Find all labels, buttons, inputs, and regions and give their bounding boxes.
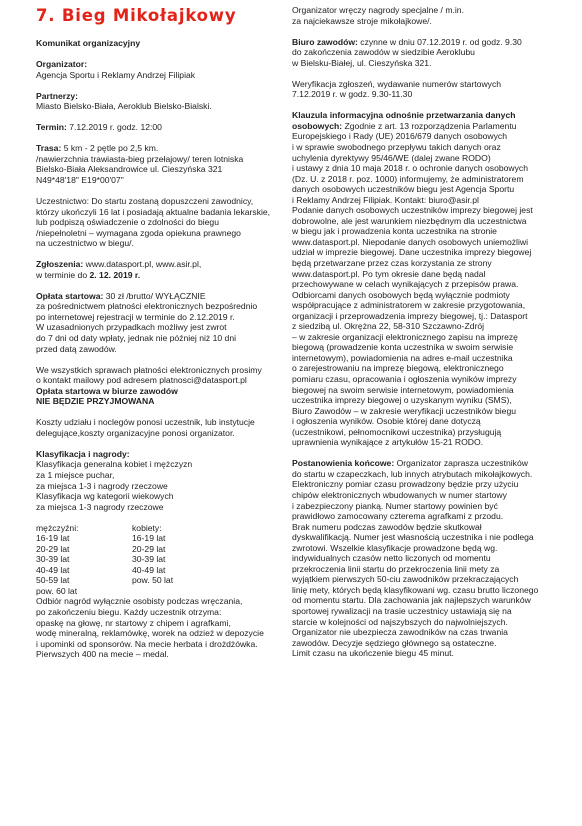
text-line: i Reklamy Andrzej Filipiak. Kontakt: biuro@asir.pl bbox=[292, 194, 479, 205]
text-line: o zarejestrowaniu na imprezę biegową, elektronicznego bbox=[292, 363, 504, 374]
text-line: w biegu jak i prowadzenia konta uczestnika na stronie bbox=[292, 226, 497, 237]
age-cell: 20-29 lat bbox=[132, 543, 166, 554]
text-line: chipów elektronicznych wbudowanych w numer startowy bbox=[292, 489, 507, 500]
postanowienia-section: Postanowienia końcowe: Organizator zaprasza uczestników do startu w czapeczkach, lub innych atrybutach mikołajkowych. Elektroniczny pomiar czasu prowadzony będzie przy użyciu chipów elektronicznych wbudowanych w numer startowy i zabezpieczony pianką. Numer startowy powinien być prawidłowo zamocowany czterema agrafkami z przodu. Brak numeru podczas zawodów będzie skutkował dyskwalifikacją. Numer jest własnością uczestnika i nie podlega zwrotowi. Wszelkie klasyfikacje prowadzone będą wg. indywidualnych czasów netto liczonych od momentu przekroczenia linii startu do przekroczenia linii mety za wyjątkiem pierwszych 50-ciu zawodników przekraczających linię mety, których będą klasyfikowani wg. czasu brutto liczonego od momentu startu. Dla zachowania jak najlepszych warunków sportowej rywalizacji na trasie uczestnicy ustawiają się na starcie w kolejności od najszybszych do najwolniejszych. Organizator nie ubezpiecza zawodników na czas trwania zawodów. Decyzje sędziego głównego są ostateczne. Limit czasu na ukończenie biegu 45 minut. bbox=[292, 458, 554, 658]
text-line: współpracujące z administratorem w zakresie przygotowania, bbox=[292, 300, 526, 311]
oplata-label: Opłata startowa: bbox=[36, 290, 104, 301]
text-line: www.datasport.pl. Niepodanie danych osobowych uniemożliwi bbox=[292, 236, 528, 247]
text-line: udział w imprezie biegowej. Dane uczestnika imprezy biegowej bbox=[292, 247, 532, 258]
partnerzy-section bbox=[36, 91, 298, 112]
koszty-section: Koszty udziału i noclegów ponosi uczestnik, lub instytucje delegujące,koszty organizacyjne ponosi organizator. bbox=[36, 417, 255, 438]
organizator-label: Organizator: bbox=[36, 59, 88, 70]
weryfikacja-section: Weryfikacja zgłoszeń, wydawanie numerów startowych 7.12.2019 r. w godz. 9.30-11.30 bbox=[292, 78, 502, 100]
text-line: i w sprawie swobodnego przepływu takich danych oraz bbox=[292, 141, 501, 152]
text-line: zawodów. Decyzje sędziego głównego są ostateczne. bbox=[292, 637, 497, 648]
text-line: przekroczenia linii startu do przekroczenia linii mety za bbox=[292, 563, 500, 574]
text-line: i zabezpieczony pianką. Numer startowy powinien być bbox=[292, 500, 498, 511]
text-line: biegową (prowadzenie konta uczestnika w swoim serwisie bbox=[292, 342, 514, 353]
text-line: będą przetwarzane przez czas korzystania ze strony bbox=[292, 257, 492, 268]
women-header: kobiety: bbox=[132, 522, 162, 533]
text-line: i ogłoszenia wyników. Osobie której dane dotyczą bbox=[292, 416, 481, 427]
right-column bbox=[292, 5, 554, 669]
biuro-section: Biuro zawodów: czynne w dniu 07.12.2019 r. od godz. 9.30 do zakończenia zawodów w siedzibie Aeroklubu w Bielsku-Białej, ul. Cieszyńska 321. bbox=[292, 36, 522, 68]
specjalne-section: Organizator wręczy nagrody specjalne / m.in. za najciekawsze stroje mikołajkowe/. bbox=[292, 5, 464, 26]
text-line: zwrotowi. Wszelkie klasyfikacje prowadzone będą wg. bbox=[292, 542, 498, 553]
partnerzy-value: Miasto Bielsko-Biała, Aeroklub Bielsko-Bialski. bbox=[36, 101, 212, 112]
age-cell: pow. 50 lat bbox=[132, 575, 174, 586]
age-cell: 40-49 lat bbox=[36, 564, 70, 575]
text-line: Biuro Zawodów – w zakresie weryfikacji uczestników biegu bbox=[292, 405, 517, 416]
text-line: dobrowolne, ale jest warunkiem niezbędnym dla uczestnictwa bbox=[292, 215, 527, 226]
termin-value: 7.12.2019 r. godz. 12:00 bbox=[66, 122, 162, 133]
zgloszenia-label: Zgłoszenia: bbox=[36, 259, 84, 270]
nie-bedzie: NIE BĘDZIE PRZYJMOWANA bbox=[36, 396, 155, 407]
oplata-section: Opłata startowa: 30 zł /brutto/ WYŁĄCZNIE za pośrednictwem płatności elektronicznych bezpośrednio po internetowej rejestracji w terminie do 2.12.2019 r. W uzasadnionych przypadkach możliwy jest zwrot do 7 dni od daty wpłaty, jednak nie później niż 10 dni przed datą zawodów. bbox=[36, 290, 258, 354]
age-cell: 40-49 lat bbox=[132, 564, 166, 575]
text-line: Organizator nie ubezpiecza zawodników na czas trwania bbox=[292, 627, 508, 638]
age-cell: 50-59 lat bbox=[36, 575, 70, 586]
text-line: dyskwalifikacją. Numer jest własnością uczestnika i nie podlega bbox=[292, 532, 534, 543]
age-cell: pow. 60 lat bbox=[36, 585, 78, 596]
text-line: Brak numeru podczas zawodów będzie skutkował bbox=[292, 521, 482, 532]
text-line: pomiaru czasu, opracowania i ogłoszenia wyników imprezy bbox=[292, 374, 517, 384]
text-line: przechowywane w celach wynikających z przepisów prawa. bbox=[292, 279, 519, 290]
text-line: Odbiorcami danych osobowych będą wyłącznie podmioty bbox=[292, 289, 510, 300]
sprawy-section: We wszystkich sprawach płatności elektronicznych prosimy o kontakt mailowy pod adresem platnosci@datasport.pl Opłata startowa w biurze zawodów NIE BĘDZIE PRZYJMOWANA bbox=[36, 365, 298, 407]
text-line: Europejskiego i Rady (UE) 2016/679 danych osobowych bbox=[292, 131, 507, 142]
age-cell: 30-39 lat bbox=[132, 554, 166, 565]
organizator-section bbox=[36, 59, 298, 80]
partnerzy-label: Partnerzy: bbox=[36, 90, 79, 101]
text-line: internetowym), powiadomienia na adres e-mail uczestnika bbox=[292, 352, 513, 363]
age-cell: 30-39 lat bbox=[36, 554, 70, 565]
text-line: – w zakresie organizacji elektronicznego zapisu na imprezę bbox=[292, 331, 518, 342]
text-line: indywidualnych czasów netto liczonych od momentu bbox=[292, 553, 491, 564]
klasyfikacja-label: Klasyfikacja i nagrody: bbox=[36, 448, 130, 459]
text-line: z siedzibą ul. Okrężna 22, 58-310 Szczawno-Zdrój bbox=[292, 321, 485, 332]
text-line: prawidłowo zamocowany czterema agrafkami z przodu. bbox=[292, 511, 504, 522]
text-line: Elektroniczny pomiar czasu prowadzony będzie przy użyciu bbox=[292, 479, 519, 490]
zgloszenia-section: Zgłoszenia: www.datasport.pl, www.asir.pl, w terminie do 2. 12. 2019 r. bbox=[36, 259, 202, 280]
text-line: do startu w czapeczkach, lub innych atrybutach mikołajkowych. bbox=[292, 468, 533, 479]
termin-section bbox=[36, 122, 298, 133]
age-cell bbox=[132, 586, 232, 597]
text-line: Limit czasu na ukończenie biegu 45 minut. bbox=[292, 648, 454, 659]
text-line: od momentu startu. Dla zachowania jak najlepszych warunków bbox=[292, 595, 531, 606]
text-line: uchylenia dyrektywy 95/46/WE (dalej zwane RODO) bbox=[292, 152, 491, 163]
men-header: mężczyźni: bbox=[36, 522, 79, 533]
text-line: biegowej na swoim serwisie internetowym, powiadomienia bbox=[292, 384, 514, 395]
oplata-biuro: Opłata startowa w biurze zawodów bbox=[36, 385, 178, 396]
text-line: (Dz. U. z 2018 r. poz. 1000) informujemy, że administratorem bbox=[292, 173, 524, 184]
termin-label: Termin: bbox=[36, 122, 67, 133]
page-title: 7. Bieg Mikołajkowy bbox=[36, 6, 237, 25]
age-cell: 20-29 lat bbox=[36, 543, 70, 554]
komunikat-heading: Komunikat organizacyjny bbox=[36, 38, 141, 48]
text-line: Podanie danych osobowych uczestników imprezy biegowej jest bbox=[292, 205, 533, 216]
text-line: uczestnika imprezy biegowej o uzyskanym wyniku (SMS), bbox=[292, 395, 512, 406]
text-line: uprawnienia wynikające z artykułów 15-21 RODO. bbox=[292, 437, 484, 448]
text-line: danych osobowych uczestników biegu jest Agencja Sportu bbox=[292, 184, 515, 195]
klasyfikacja-section: Klasyfikacja i nagrody: Klasyfikacja generalna kobiet i mężczyzn za 1 miejsce puchar, za miejsca 1-3 i nagrody rzeczowe Klasyfikacja wg kategorii wiekowych za miejsca 1-3 nagrody rzeczowe bbox=[36, 449, 298, 512]
odbior-section: Odbiór nagród wyłącznie osobisty podczas wręczania, po zakończeniu biegu. Każdy uczestnik otrzyma: opaskę na głowę, nr startowy z chipem i agrafkami, wodę mineralną, reklamówkę, worek na odzież w depozycie i upominki od sponsorów. Na mecie herbata i drożdżówka. Pierwszych 400 na mecie – medal. bbox=[36, 596, 264, 660]
text-line: linię mety, których będą klasyfikowani wg. czasu brutto liczonego bbox=[292, 584, 539, 595]
age-cell: 16-19 lat bbox=[132, 533, 166, 544]
zgloszenia-date: 2. 12. 2019 r. bbox=[89, 269, 141, 280]
left-column bbox=[36, 38, 298, 670]
trasa-label: Trasa: bbox=[36, 143, 62, 154]
age-categories-table bbox=[36, 523, 298, 597]
text-line: organizacji i przeprowadzenia imprezy biegowej, tj.: Datasport bbox=[292, 310, 528, 321]
text-line: (uczestnikowi, pełnomocnikowi uczestnika) przysługują bbox=[292, 426, 502, 437]
text-line: i ustawy z dnia 10 maja 2018 r. o ochronie danych osobowych bbox=[292, 163, 528, 174]
trasa-section: Trasa: 5 km - 2 pętle po 2,5 km. /nawierzchnia trawiasta-bieg przełajowy/ teren lotniska Bielsko-Biała Aleksandrowice ul. Cieszyńska 321 N49*48'18" E19*00'07" bbox=[36, 143, 244, 185]
klauzula-label: Klauzula informacyjna odnośnie przetwarzania danych bbox=[292, 110, 516, 121]
text-line: starcie w kolejności od najszybszych do najwolniejszych. bbox=[292, 616, 508, 627]
text-line: sportowej rywalizacji na trasie uczestnicy ustawiają się na bbox=[292, 605, 512, 616]
text-line: www.datasport.pl. Po tym okresie dane będą nadal bbox=[292, 268, 486, 279]
uczestnictwo-section: Uczestnictwo: Do startu zostaną dopuszczeni zawodnicy, którzy ukończyli 16 lat i posiadają aktualne badania lekarskie, lub podpiszą oświadczenie o zdolności do biegu /niepełnoletni – wymagana zgoda opiekuna prawnego na uczestnictwo w biegu/. bbox=[36, 195, 271, 249]
klauzula-section: Klauzula informacyjna odnośnie przetwarzania danych osobowych: Zgodnie z art. 13 rozporządzenia Parlamentu Europejskiego i Rady (UE) 2016/679 danych osobowych i w sprawie swobodnego przepływu takich danych oraz uchylenia dyrektywy 95/46/WE (dalej zwane RODO) i ustawy z dnia 10 maja 2018 r. o ochronie danych osobowych (Dz. U. z 2018 r. poz. 1000) informujemy, że administratorem danych osobowych uczestników biegu jest Agencja Sportu i Reklamy Andrzej Filipiak. Kontakt: biuro@asir.pl Podanie danych osobowych uczestników imprezy biegowej jest dobrowolne, ale jest warunkiem niezbędnym dla uczestnictwa w biegu jak i prowadzenia konta uczestnika na stronie www.datasport.pl. Niepodanie danych osobowych uniemożliwi udział w imprezie biegowej. Dane uczestnika imprezy biegowej będą przetwarzane przez czas korzystania ze strony www.datasport.pl. Po tym okresie dane będą nadal przechowywane w celach wynikających z przepisów prawa. Odbiorcami danych osobowych będą wyłącznie podmioty współpracujące z administratorem w zakresie przygotowania, organizacji i przeprowadzenia imprezy biegowej, tj.: Datasport z siedzibą ul. Okrężna 22, 58-310 Szczawno-Zdrój – w zakresie organizacji elektronicznego zapisu na imprezę biegową (prowadzenie konta uczestnika w swoim serwisie internetowym), powiadomienia na adres e-mail uczestnika o zarejestrowaniu na imprezę biegową, elektronicznego pomiaru czasu, opracowania i ogłoszenia wyników imprezy biegowej na swoim serwisie internetowym, powiadomienia uczestnika imprezy biegowej o uzyskanym wyniku (SMS), Biuro Zawodów – w zakresie weryfikacji uczestników biegu i ogłoszenia wyników. Osobie której dane dotyczą (uczestnikowi, pełnomocnikowi uczestnika) przysługują uprawnienia wynikające z artykułów 15-21 RODO. bbox=[292, 110, 554, 448]
biuro-label: Biuro zawodów: bbox=[292, 36, 358, 47]
text-line: wyjątkiem pierwszych 50-ciu zawodników przekraczających bbox=[292, 574, 519, 585]
organizator-value: Agencja Sportu i Reklamy Andrzej Filipiak bbox=[36, 69, 196, 80]
postanowienia-label: Postanowienia końcowe: bbox=[292, 458, 395, 469]
age-cell: 16-19 lat bbox=[36, 533, 70, 544]
